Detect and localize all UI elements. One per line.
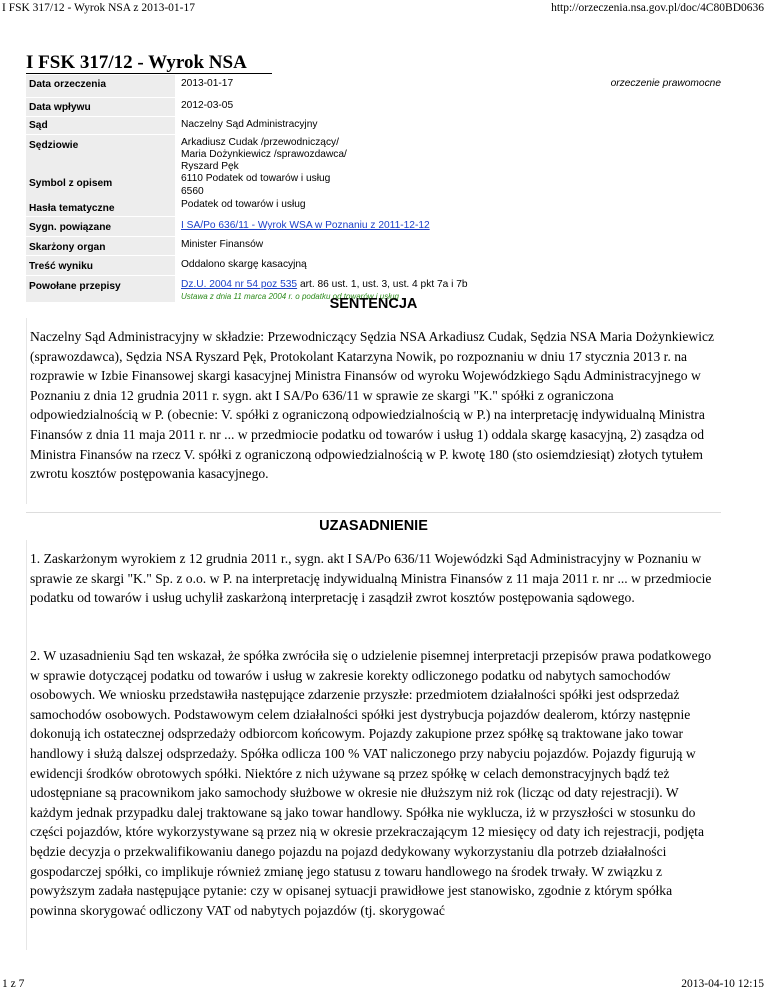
print-header-title: I FSK 317/12 - Wyrok NSA z 2013-01-17 [2, 2, 195, 14]
legal-act-note: Ustawa z dnia 11 marca 2004 r. o podatku od towarów i usług [181, 291, 399, 301]
date-value: 2013-01-17 [181, 78, 234, 89]
symbol-line: 6560 [181, 185, 204, 197]
row-sygn [26, 217, 725, 237]
row-sedziowie [26, 134, 725, 173]
value-wynik: Oddalono skargę kasacyjną [175, 256, 725, 276]
value-sad: Naczelny Sąd Administracyjny [175, 116, 725, 134]
judge-name: Maria Dożynkiewicz /sprawozdawca/ [181, 148, 347, 160]
label-przepisy: Powołane przepisy [26, 276, 175, 302]
row-hasla [26, 198, 725, 217]
label-organ: Skarżony organ [26, 237, 175, 256]
label-wynik: Treść wyniku [26, 256, 175, 276]
row-sad [26, 116, 725, 134]
page-title: I FSK 317/12 - Wyrok NSA [26, 52, 247, 73]
sentencja-text: Naczelny Sąd Administracyjny w składzie: Przewodniczący Sędzia NSA Arkadiusz Cudak, Sędzia NSA Maria Dożynkiewicz (sprawozdawca), Sędzia NSA Ryszard Pęk, Protokolant Katarzyna Nowik, po rozpoznaniu w dniu 17 stycznia 2013 r. na rozprawie w Izbie Finansowej skargi kasacyjnej Ministra Finansów od wyroku Wojewódzkiego Sądu Administracyjnego w Poznaniu z dnia 12 grudnia 2011 r. sygn. akt I SA/Po 636/11 w sprawie ze skargi "K." spółki z ograniczona odpowiedzialnością w P. (obecnie: V. spółki z ograniczoną odpowiedzialnością w P.) na interpretację indywidualną Ministra Finansów z dnia 11 maja 2011 r. nr ... w przedmiocie podatku od towarów i usług 1) oddala skargę kasacyjną, 2) zasądza od Ministra Finansów na rzecz V. spółki z ograniczoną odpowiedzialnością w P. kwotę 180 (sto osiemdziesiąt) złotych tytułem zwrotu kosztów postępowania kasacyjnego. [30, 329, 715, 482]
sentencja-heading: SENTENCJA [329, 296, 418, 312]
status-badge: orzeczenie prawomocne [610, 78, 721, 89]
judge-name: Ryszard Pęk [181, 161, 239, 173]
row-organ [26, 237, 725, 256]
value-sygn [175, 217, 725, 237]
print-header-url: http://orzeczenia.nsa.gov.pl/doc/4C80BD0636 [551, 2, 764, 14]
label-sad: Sąd [26, 116, 175, 134]
section-divider [26, 512, 721, 513]
uzasadnienie-heading: UZASADNIENIE [319, 518, 428, 534]
row-data-orzeczenia [26, 75, 725, 97]
judge-name: Arkadiusz Cudak /przewodniczący/ [181, 136, 339, 148]
value-data-orzeczenia [175, 75, 725, 97]
label-symbol: Symbol z opisem [26, 173, 175, 198]
row-data-wplywu [26, 97, 725, 116]
legal-act-articles: art. 86 ust. 1, ust. 3, ust. 4 pkt 7a i 7b [297, 279, 468, 291]
value-sedziowie [175, 134, 725, 173]
uzasadnienie-paragraph-2: 2. W uzasadnieniu Sąd ten wskazał, że spółka zwróciła się o udzielenie pisemnej interpretacji przepisów prawa podatkowego w sprawie dotyczącej podatku od towarów i usług w zakresie korekty odliczonego podatku od nabytych samochodów osobowych. We wniosku przedstawiła następujące zdarzenie przyszłe: przedmiotem działalności spółki jest odsprzedaż samochodów osobowych. Podstawowym celem działalności spółki jest dystrybucja pojazdów dealerom, którzy następnie dokonują ich ostatecznej odsprzedaży odbiorcom końcowym. Pojazdy zakupione przez spółkę są traktowane jako towar handlowy i służą dalszej odsprzedaży. Spółka odlicza 100 % VAT naliczonego przy nabyciu pojazdów. Pojazdy figurują w ewidencji środków obrotowych spółki. Niektóre z nich używane są przez spółkę w celach demonstracyjnych bądź też udostępniane są pracownikom jako samochody służbowe w okresie nie dłuższym niż rok (licząc od daty rejestracji). W każdym jednak przypadku dalej traktowane są jako towar handlowy. Spółka nie wyklucza, iż w przyszłości w stosunku do części pojazdów, które wykorzystywane są przez nią w okresie przekraczającym 12 miesięcy od daty ich rejestracji, podjęta będzie decyzja o przekwalifikowaniu danego pojazdu na pojazd dedykowany wykorzystaniu dla potrzeb działalności gospodarczej spółki, co implikuje również zmianę jego statusu z towaru handlowego na środek trwały. W związku z powyższym zadała następujące pytanie: czy w opisanej sytuacji prawidłowe jest stanowisko, zgodnie z którym spółka powinna skorygować odliczony VAT od nabytych pojazdów (tj. skorygować [30, 648, 712, 918]
value-data-wplywu: 2012-03-05 [175, 97, 725, 116]
label-sygn: Sygn. powiązane [26, 217, 175, 237]
page-number: 1 z 7 [2, 978, 25, 990]
print-footer [2, 978, 764, 990]
print-header [2, 2, 764, 14]
label-sedziowie: Sędziowie [26, 134, 175, 173]
value-symbol [175, 173, 725, 198]
symbol-line: 6110 Podatek od towarów i usług [181, 173, 331, 185]
print-timestamp: 2013-04-10 12:15 [681, 978, 764, 990]
label-hasla: Hasła tematyczne [26, 198, 175, 217]
metadata-table [26, 75, 725, 302]
uzasadnienie-paragraph-1: 1. Zaskarżonym wyrokiem z 12 grudnia 2011 r., sygn. akt I SA/Po 636/11 Wojewódzki Sąd Administracyjny w Poznaniu w sprawie ze skargi "K." Sp. z o.o. w P. na interpretację indywidualną Ministra Finansów z 11 maja 2011 r. nr ... w przedmiocie podatku od towarów i usług uchylił zaskarżoną interpretację i zasądził zwrot kosztów postępowania sądowego. [30, 551, 712, 606]
value-organ: Minister Finansów [175, 237, 725, 256]
related-case-link[interactable]: I SA/Po 636/11 - Wyrok WSA w Poznaniu z 2011-12-12 [181, 220, 430, 232]
value-hasla: Podatek od towarów i usług [181, 198, 306, 210]
label-data-orzeczenia: Data orzeczenia [26, 75, 175, 97]
row-symbol [26, 173, 725, 198]
label-data-wplywu: Data wpływu [26, 97, 175, 116]
legal-act-link[interactable]: Dz.U. 2004 nr 54 poz 535 [181, 279, 298, 291]
row-wynik [26, 256, 725, 276]
title-underline [26, 73, 272, 74]
